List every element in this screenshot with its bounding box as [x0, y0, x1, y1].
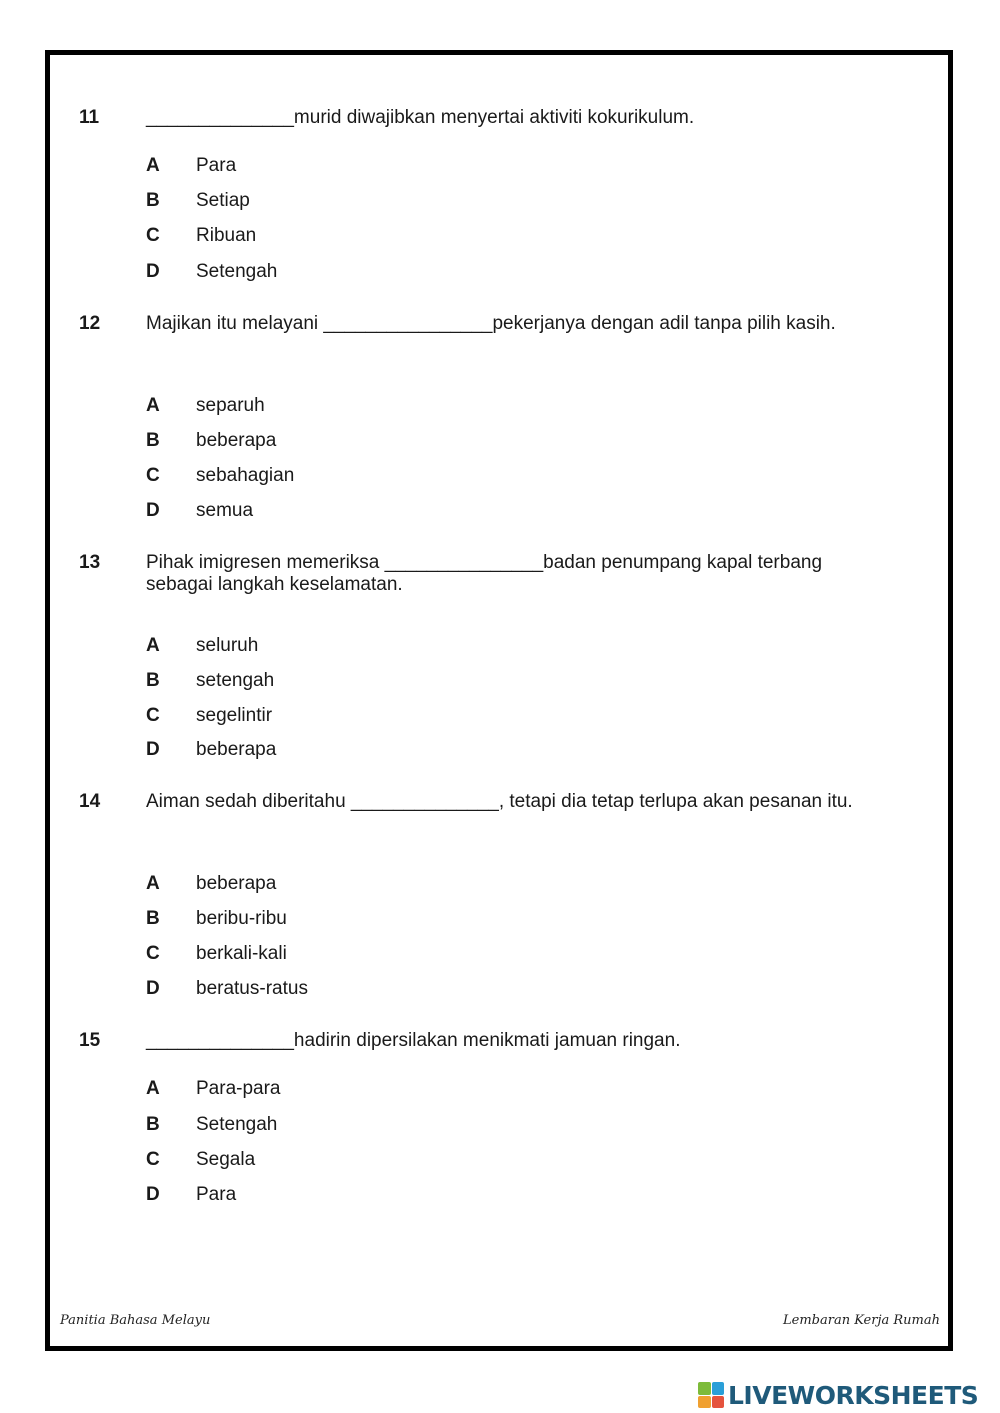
logo-tile-blue: [712, 1382, 725, 1395]
option-letter: D: [146, 978, 160, 999]
question-stem: ______________murid diwajibkan menyertai aktiviti kokurikulum.: [146, 107, 695, 128]
option-letter: A: [146, 635, 160, 656]
option-text: Setiap: [196, 190, 250, 211]
option-letter: C: [146, 1149, 160, 1170]
option-text: Para: [196, 1184, 237, 1205]
option-text: beratus-ratus: [196, 978, 308, 999]
question-stem: ______________hadirin dipersilakan menikmati jamuan ringan.: [146, 1030, 681, 1051]
option-letter: C: [146, 225, 160, 246]
option-letter: D: [146, 739, 160, 760]
question-stem: Majikan itu melayani ________________pekerjanya dengan adil tanpa pilih kasih.: [146, 313, 836, 334]
footer-right: Lembaran Kerja Rumah: [783, 1313, 940, 1328]
option-letter: C: [146, 465, 160, 486]
option-letter: A: [146, 395, 160, 416]
option-text: seluruh: [196, 635, 259, 656]
option-text: beribu-ribu: [196, 908, 287, 929]
option-text: segelintir: [196, 705, 273, 726]
option-text: Setengah: [196, 261, 278, 282]
option-text: Para-para: [196, 1078, 281, 1099]
question-number: 15: [79, 1030, 101, 1051]
option-letter: A: [146, 155, 160, 176]
option-text: beberapa: [196, 739, 277, 760]
option-letter: C: [146, 705, 160, 726]
option-text: beberapa: [196, 873, 277, 894]
option-letter: C: [146, 943, 160, 964]
option-letter: D: [146, 1184, 160, 1205]
brand-name: LIVEWORKSHEETS: [728, 1380, 979, 1410]
option-letter: D: [146, 500, 160, 521]
option-letter: B: [146, 1114, 160, 1135]
option-letter: A: [146, 873, 160, 894]
footer-left: Panitia Bahasa Melayu: [60, 1313, 211, 1328]
liveworksheets-logo-icon: [698, 1382, 724, 1408]
option-text: setengah: [196, 670, 275, 691]
option-text: Para: [196, 155, 237, 176]
worksheet-frame: [45, 50, 953, 1351]
question-number: 13: [79, 552, 101, 573]
option-letter: B: [146, 430, 160, 451]
question-number: 12: [79, 313, 101, 334]
option-letter: D: [146, 261, 160, 282]
option-text: semua: [196, 500, 254, 521]
option-text: beberapa: [196, 430, 277, 451]
option-letter: B: [146, 670, 160, 691]
option-letter: B: [146, 908, 160, 929]
question-number: 11: [79, 107, 100, 128]
option-text: sebahagian: [196, 465, 295, 486]
option-text: Setengah: [196, 1114, 278, 1135]
logo-tile-red: [712, 1396, 725, 1409]
option-text: separuh: [196, 395, 265, 416]
option-letter: B: [146, 190, 160, 211]
question-stem: Pihak imigresen memeriksa _______________badan penumpang kapal terbang sebagai langkah keselamatan.: [146, 552, 823, 595]
option-text: Ribuan: [196, 225, 257, 246]
option-text: berkali-kali: [196, 943, 287, 964]
logo-tile-orange: [698, 1396, 711, 1409]
liveworksheets-brand[interactable]: [698, 1378, 978, 1412]
logo-tile-green: [698, 1382, 711, 1395]
question-number: 14: [79, 791, 101, 812]
option-text: Segala: [196, 1149, 256, 1170]
question-stem: Aiman sedah diberitahu ______________, tetapi dia tetap terlupa akan pesanan itu.: [146, 791, 853, 812]
option-letter: A: [146, 1078, 160, 1099]
